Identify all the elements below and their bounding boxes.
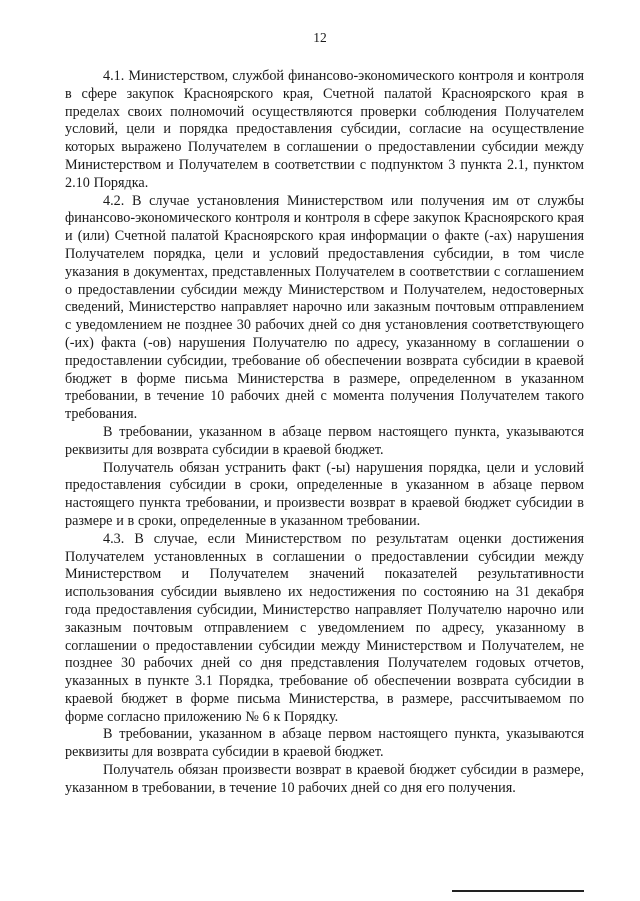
paragraph-4-2-obligation: Получатель обязан устранить факт (-ы) нарушения порядка, цели и условий предоставления субсидии в сроки, определенные в указанном в абзаце первом настоящего пункта требовании, и произвести возврат в краевой бюджет субсидии в размере и в сроки, определенные в указанном требовании.	[65, 459, 584, 529]
footer-rule	[452, 890, 584, 892]
paragraph-4-3-requisites: В требовании, указанном в абзаце первом настоящего пункта, указываются реквизиты для возврата субсидии в краевой бюджет.	[65, 726, 584, 761]
paragraph-4-1: 4.1. Министерством, службой финансово-экономического контроля и контроля в сфере закупок Красноярского края, Счетной палатой Красноярского края в пределах своих полномочий осуществляются проверки соблюдения Получателем условий, цели и порядка предоставления субсидии, согласие на осуществление которых выражено Получателем в соглашении о предоставлении субсидии между Министерством и Получателем в соответствии с подпунктом 3 пункта 2.1, пунктом 2.10 Порядка.	[65, 68, 584, 191]
paragraph-4-3: 4.3. В случае, если Министерством по результатам оценки достижения Получателем установленных в соглашении о предоставлении субсидии между Министерством и Получателем значений показателей результативности использования субсидии выявлено их недостижения по состоянию на 31 декабря года предоставления субсидии, Министерство направляет Получателю нарочно или заказным почтовым отправлением с уведомлением по адресу, указанному в соглашении о предоставлении субсидии между Министерством и Получателем, не позднее 30 рабочих дней со дня представления Получателем годовых отчетов, указанных в пункте 3.1 Порядка, требование об обеспечении возврата субсидии в краевой бюджет в форме письма Министерства, в размере, рассчитываемом по форме согласно приложению № 6 к Порядку.	[65, 530, 584, 725]
document-body	[65, 68, 584, 798]
page-number: 12	[313, 30, 327, 45]
paragraph-4-2-requisites: В требовании, указанном в абзаце первом настоящего пункта, указываются реквизиты для возврата субсидии в краевой бюджет.	[65, 423, 584, 458]
paragraph-4-3-obligation: Получатель обязан произвести возврат в краевой бюджет субсидии в размере, указанном в требовании, в течение 10 рабочих дней со дня его получения.	[65, 762, 584, 796]
paragraph-4-2: 4.2. В случае установления Министерством или получения им от службы финансово-экономического контроля и контроля в сфере закупок Красноярского края и (или) Счетной палатой Красноярского края информации о факте (-ах) нарушения Получателем порядка, цели и условий предоставления субсидии, в том числе указания в документах, представленных Получателем в соответствии с соглашением о предоставлении субсидии между Министерством и Получателем, недостоверных сведений, Министерство направляет нарочно или заказным почтовым отправлением с уведомлением не позднее 30 рабочих дней со дня установления соответствующего (-их) факта (-ов) нарушения Получателю по адресу, указанному в соглашении о предоставлении субсидии, требование об обеспечении возврата субсидии в краевой бюджет в форме письма Министерства в размере, определенном в указанном требовании, в течение 10 рабочих дней с момента получения Получателем такого требования.	[65, 192, 585, 423]
